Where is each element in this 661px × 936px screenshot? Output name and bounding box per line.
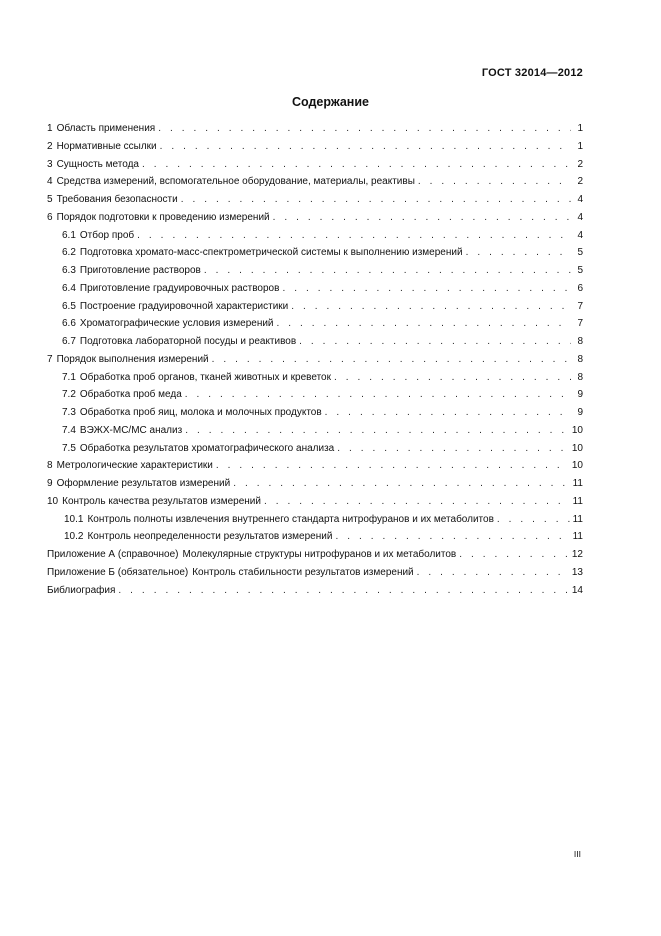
toc-entry[interactable]: [47, 493, 583, 511]
toc-entry-number: 7: [47, 353, 53, 365]
toc-entry-page: 8: [577, 353, 583, 365]
toc-title: Содержание: [291, 95, 369, 109]
toc-entry-page: 1: [577, 140, 583, 152]
toc-entry-number: 9: [47, 478, 53, 489]
toc-entry-page: 10: [571, 424, 583, 436]
toc-entry-title: Приготовление градуировочных растворов: [79, 282, 280, 294]
toc-dot-leader: [418, 173, 571, 191]
toc-dot-leader: [181, 191, 571, 209]
toc-entry-page: 9: [577, 407, 583, 418]
toc-entry-title: Приготовление растворов: [79, 265, 201, 276]
toc-entry-number: 8: [47, 460, 53, 472]
toc-entry-title: Сущность метода: [56, 158, 139, 170]
toc-entry-title: Требования безопасности: [56, 194, 178, 205]
toc-dot-leader: [417, 564, 569, 582]
toc-entry[interactable]: [47, 404, 583, 422]
toc-entry-page: 12: [571, 549, 583, 560]
toc-dot-leader: [497, 511, 570, 529]
toc-entry[interactable]: [47, 244, 583, 262]
toc-entry[interactable]: [47, 315, 583, 333]
toc-dot-leader: [291, 298, 571, 316]
toc-dot-leader: [299, 333, 571, 351]
toc-entry[interactable]: [47, 440, 583, 458]
toc-entry-number: 6.4: [62, 282, 76, 294]
toc-entry-title: Контроль стабильности результатов измерений: [192, 566, 414, 578]
toc-dot-leader: [325, 404, 571, 422]
toc-entry-page: 10: [571, 460, 583, 472]
toc-dot-leader: [459, 546, 569, 564]
toc-entry-page: 4: [577, 211, 583, 223]
toc-entry-number: 6: [47, 211, 53, 223]
toc-dot-leader: [142, 156, 571, 174]
toc-entry-title: Обработка результатов хроматографического анализа: [79, 442, 335, 454]
toc-dot-leader: [264, 493, 570, 511]
toc-entry[interactable]: [47, 457, 583, 475]
toc-entry-number: 6.5: [62, 300, 76, 312]
toc-dot-leader: [118, 582, 568, 600]
toc-entry-title: Область применения: [56, 123, 156, 134]
toc-entry[interactable]: [47, 298, 583, 316]
toc-entry-page: 6: [577, 282, 583, 294]
page-number: III: [573, 849, 581, 859]
toc-entry-title: Подготовка хромато-масс-спектрометрической системы к выполнению измерений: [79, 247, 463, 259]
toc-entry-number: 7.4: [62, 424, 76, 436]
toc-entry-page: 11: [572, 478, 583, 489]
toc-entry-number: 6.1: [62, 229, 76, 241]
toc-entry[interactable]: [47, 227, 583, 245]
toc-dot-leader: [282, 280, 571, 298]
toc-dot-leader: [160, 138, 571, 156]
toc-entry-page: 4: [577, 229, 583, 241]
toc-entry-number: 6.6: [62, 318, 76, 330]
toc-dot-leader: [185, 422, 569, 440]
toc-entry-number: 7.2: [62, 389, 76, 401]
toc-entry[interactable]: [47, 351, 583, 369]
toc-entry[interactable]: [47, 280, 583, 298]
toc-entry-title: Порядок выполнения измерений: [56, 353, 209, 365]
toc-entry[interactable]: [47, 120, 583, 138]
toc-entry[interactable]: [47, 138, 583, 156]
toc-entry-number: 7.5: [62, 442, 76, 454]
toc-entry-title: ВЭЖХ-МС/МС анализ: [79, 424, 183, 436]
toc-entry-number: 1: [47, 123, 53, 134]
toc-entry[interactable]: [47, 582, 583, 600]
toc-entry[interactable]: [47, 191, 583, 209]
toc-entry-page: 5: [577, 265, 583, 276]
toc-entry-number: 6.2: [62, 247, 76, 259]
toc-entry-number: 5: [47, 194, 53, 205]
toc-entry[interactable]: [47, 564, 583, 582]
toc-entry-page: 1: [577, 123, 583, 134]
toc-entry-title: Обработка проб меда: [79, 389, 182, 401]
toc-entry-page: 11: [572, 495, 583, 507]
toc-dot-leader: [212, 351, 571, 369]
toc-entry-title: Хроматографические условия измерений: [79, 318, 274, 330]
toc-entry-title: Построение градуировочной характеристики: [79, 300, 289, 312]
toc-entry-page: 2: [577, 176, 583, 188]
toc-entry-page: 9: [577, 389, 583, 401]
toc-entry[interactable]: [47, 173, 583, 191]
toc-entry-number: Приложение Б (обязательное): [47, 566, 189, 578]
toc-entry-number: 7.3: [62, 407, 76, 418]
toc-dot-leader: [337, 440, 569, 458]
toc-entry-page: 8: [577, 371, 583, 383]
toc-entry[interactable]: [47, 422, 583, 440]
toc-entry-title: Библиография: [47, 584, 116, 596]
toc-entry-page: 5: [577, 247, 583, 259]
toc-entry-page: 2: [577, 158, 583, 170]
toc-dot-leader: [273, 209, 571, 227]
toc-entry-title: Оформление результатов измерений: [56, 478, 231, 489]
toc-entry[interactable]: [47, 369, 583, 387]
toc-entry[interactable]: [47, 511, 583, 529]
toc-dot-leader: [185, 386, 571, 404]
toc-entry[interactable]: [47, 262, 583, 280]
toc-entry-number: Приложение А (справочное): [47, 549, 179, 560]
toc-entry-title: Обработка проб органов, тканей животных и креветок: [79, 371, 331, 383]
toc-dot-leader: [233, 475, 569, 493]
toc-entry-title: Контроль неопределенности результатов измерений: [87, 531, 333, 543]
toc-entry-number: 10.1: [64, 513, 84, 525]
toc-entry-title: Нормативные ссылки: [56, 140, 157, 152]
toc-entry-page: 7: [577, 300, 583, 312]
toc-entry-title: Контроль полноты извлечения внутреннего стандарта нитрофуранов и их метаболитов: [87, 513, 494, 525]
toc-entry-number: 6.3: [62, 265, 76, 276]
toc-entry-page: 10: [571, 442, 583, 454]
toc-entry[interactable]: [47, 209, 583, 227]
toc-list: [47, 120, 583, 599]
toc-entry-title: Порядок подготовки к проведению измерений: [56, 211, 270, 223]
toc-entry[interactable]: [47, 156, 583, 174]
toc-entry[interactable]: [47, 546, 583, 564]
toc-entry-page: 4: [577, 194, 583, 205]
toc-dot-leader: [335, 528, 569, 546]
toc-entry-title: Подготовка лабораторной посуды и реактивов: [79, 336, 297, 347]
toc-entry-number: 4: [47, 176, 53, 188]
toc-entry-title: Обработка проб яиц, молока и молочных продуктов: [79, 407, 322, 418]
toc-entry[interactable]: [47, 475, 583, 493]
toc-dot-leader: [137, 227, 571, 245]
toc-dot-leader: [466, 244, 571, 262]
toc-entry-page: 14: [571, 584, 583, 596]
document-code: ГОСТ 32014—2012: [481, 67, 583, 79]
toc-entry-page: 7: [577, 318, 583, 330]
toc-dot-leader: [158, 120, 571, 138]
toc-dot-leader: [334, 369, 571, 387]
toc-entry-number: 2: [47, 140, 53, 152]
toc-entry-number: 6.7: [62, 336, 76, 347]
toc-entry-title: Молекулярные структуры нитрофуранов и их метаболитов: [182, 549, 457, 560]
toc-entry-title: Средства измерений, вспомогательное оборудование, материалы, реактивы: [56, 176, 415, 188]
toc-entry-page: 13: [571, 566, 583, 578]
toc-entry-number: 10.2: [64, 531, 84, 543]
toc-entry-page: 11: [572, 531, 583, 543]
toc-entry-title: Отбор проб: [79, 229, 135, 241]
toc-entry[interactable]: [47, 528, 583, 546]
toc-entry[interactable]: [47, 333, 583, 351]
toc-entry-number: 10: [47, 495, 59, 507]
toc-entry-page: 11: [572, 513, 583, 525]
toc-entry-title: Метрологические характеристики: [56, 460, 213, 472]
toc-entry-number: 3: [47, 158, 53, 170]
toc-dot-leader: [204, 262, 571, 280]
toc-entry[interactable]: [47, 386, 583, 404]
toc-entry-page: 8: [577, 336, 583, 347]
toc-dot-leader: [277, 315, 571, 333]
toc-entry-title: Контроль качества результатов измерений: [62, 495, 261, 507]
toc-entry-number: 7.1: [62, 371, 76, 383]
toc-dot-leader: [216, 457, 569, 475]
